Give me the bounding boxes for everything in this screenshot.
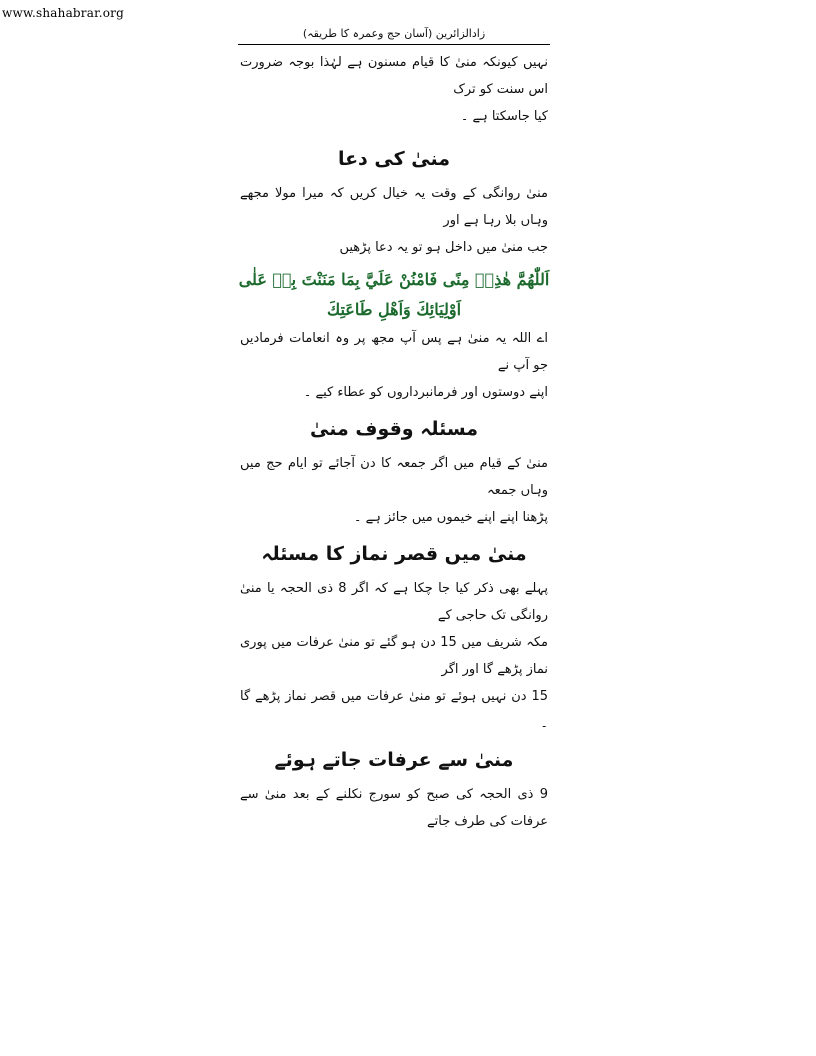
site-watermark: www.shahabrar.org: [2, 6, 124, 20]
qasr-namaz-paragraph: [238, 575, 550, 737]
mina-dua-line-1: منیٰ روانگی کے وقت یہ خیال کریں کہ میرا مولا مجھے وہاں بلا رہا ہے اور: [240, 186, 548, 228]
heading-mina-dua: منیٰ کی دعا: [337, 148, 451, 170]
dua-translation-line-1: اے اللہ یہ منیٰ ہے پس آپ مجھ پر وہ انعامات فرمادیں جو آپ نے: [240, 331, 548, 373]
intro-paragraph: [238, 49, 550, 130]
qasr-namaz-line-2: مکہ شریف میں 15 دن ہو گئے تو منیٰ عرفات میں پوری نماز پڑھے گا اور اگر: [240, 635, 548, 677]
heading-qasr-namaz: منیٰ میں قصر نماز کا مسئلہ: [261, 543, 527, 565]
mina-to-arafat-paragraph: [238, 781, 550, 835]
mina-to-arafat-line-1: 9 ذی الحجہ کی صبح کو سورج نکلنے کے بعد منیٰ سے عرفات کی طرف جاتے: [240, 787, 548, 829]
qasr-namaz-line-1: پہلے بھی ذکر کیا جا چکا ہے کہ اگر 8 ذی الحجہ یا منیٰ روانگی تک حاجی کے: [240, 581, 548, 623]
header-rule: [238, 44, 550, 45]
arabic-dua-line-2: اَوْلِيَائِكَ وَاَهْلِ طَاعَتِكَ: [326, 300, 462, 319]
heading-wuquf-mina: مسئلہ وقوف منیٰ: [310, 418, 478, 440]
arabic-dua: [238, 265, 550, 325]
wuquf-mina-line-1: منیٰ کے قیام میں اگر جمعہ کا دن آجائے تو ایام حج میں وہاں جمعہ: [240, 456, 548, 498]
dua-translation-line-2: اپنے دوستوں اور فرمانبرداروں کو عطاء کیے ۔: [303, 385, 548, 400]
wuquf-mina-line-2: پڑھنا اپنے اپنے خیموں میں جائز ہے ۔: [353, 510, 548, 525]
heading-mina-to-arafat: منیٰ سے عرفات جاتے ہوئے: [274, 749, 514, 771]
wuquf-mina-paragraph: [238, 450, 550, 531]
book-page: [238, 26, 550, 829]
qasr-namaz-line-3: 15 دن نہیں ہوئے تو منیٰ عرفات میں قصر نماز پڑھے گا ۔: [240, 689, 548, 731]
arabic-dua-line-1: اَللّٰهُمَّ هٰذِهٖ مِنًى فَامْنُنْ عَلَيَّ بِمَا مَنَنْتَ بِهٖ عَلٰى: [238, 270, 550, 289]
mina-dua-paragraph: [238, 180, 550, 261]
intro-line-2: کیا جاسکتا ہے ۔: [460, 109, 548, 124]
dua-translation: [238, 325, 550, 406]
running-header: زادالزائرین (آسان حج وعمرہ کا طریقہ): [302, 27, 486, 40]
intro-line-1: نہیں کیونکہ منیٰ کا قیام مسنون ہے لہٰذا بوجہ ضرورت اس سنت کو ترک: [240, 55, 548, 97]
mina-dua-line-2: جب منیٰ میں داخل ہو تو یہ دعا پڑھیں: [339, 240, 548, 255]
